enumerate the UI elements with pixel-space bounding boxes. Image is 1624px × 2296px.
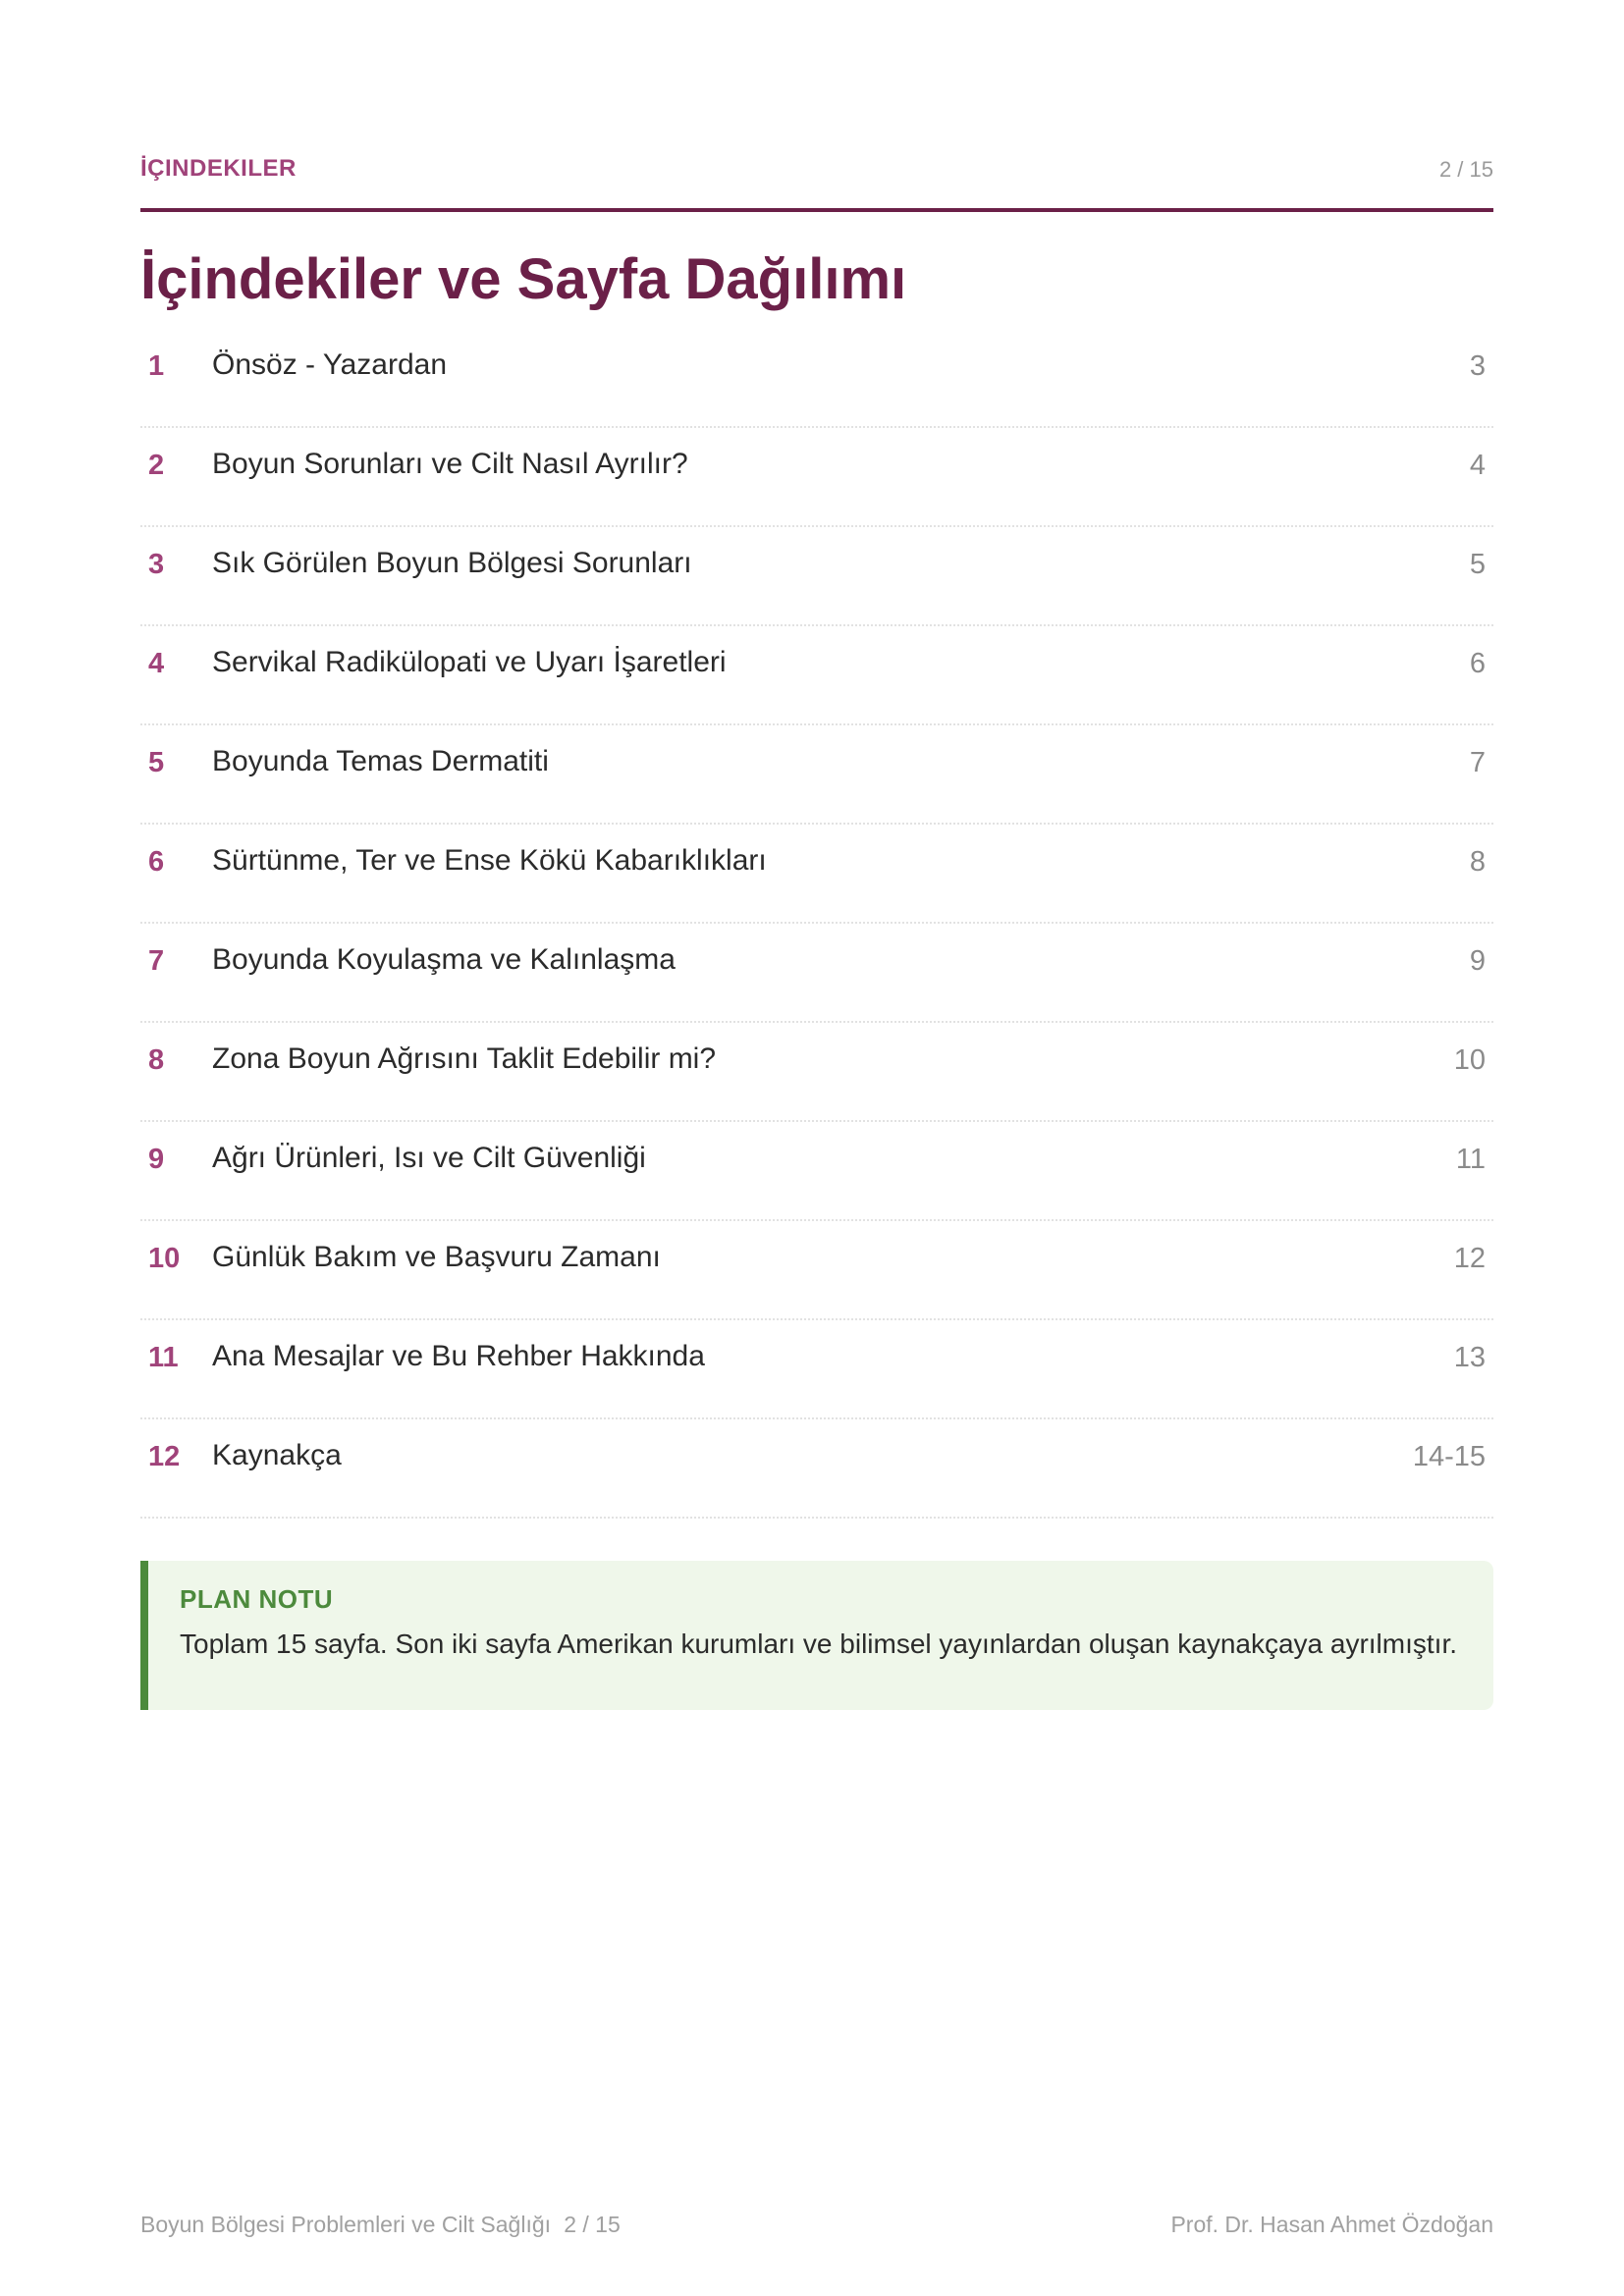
toc-number: 10 xyxy=(148,1243,181,1274)
toc-title: Boyunda Temas Dermatiti xyxy=(212,745,549,777)
toc-title: Zona Boyun Ağrısını Taklit Edebilir mi? xyxy=(212,1042,717,1075)
toc-entry-7[interactable] xyxy=(140,926,1493,1023)
toc-title: Boyun Sorunları ve Cilt Nasıl Ayrılır? xyxy=(212,448,688,480)
table-of-contents xyxy=(140,331,1493,1519)
toc-number: 5 xyxy=(148,747,165,778)
toc-entry-6[interactable] xyxy=(140,827,1493,924)
toc-page-number: 5 xyxy=(1469,549,1486,580)
toc-entry-11[interactable] xyxy=(140,1322,1493,1419)
toc-title: Ana Mesajlar ve Bu Rehber Hakkında xyxy=(212,1340,705,1372)
toc-entry-10[interactable] xyxy=(140,1223,1493,1320)
section-label: İÇINDEKILER xyxy=(140,155,297,182)
toc-entry-8[interactable] xyxy=(140,1025,1493,1122)
toc-page-number: 8 xyxy=(1469,846,1486,878)
toc-entry-2[interactable] xyxy=(140,430,1493,527)
toc-number: 11 xyxy=(148,1342,179,1373)
toc-number: 3 xyxy=(148,549,165,580)
toc-page-number: 9 xyxy=(1469,945,1486,977)
plan-note-title: PLAN NOTU xyxy=(180,1584,334,1614)
toc-number: 8 xyxy=(148,1044,165,1076)
toc-page-number: 3 xyxy=(1469,350,1486,382)
toc-page-number: 7 xyxy=(1469,747,1486,778)
toc-number: 12 xyxy=(148,1441,181,1472)
toc-page-number: 12 xyxy=(1453,1243,1486,1274)
toc-number: 1 xyxy=(148,350,165,382)
toc-entry-12[interactable] xyxy=(140,1421,1493,1519)
document-page xyxy=(140,0,1493,2296)
plan-note-callout xyxy=(140,1561,1493,1710)
toc-page-number: 6 xyxy=(1469,648,1486,679)
toc-title: Ağrı Ürünleri, Isı ve Cilt Güvenliği xyxy=(212,1142,646,1174)
toc-entry-4[interactable] xyxy=(140,628,1493,725)
toc-number: 9 xyxy=(148,1144,165,1175)
toc-title: Kaynakça xyxy=(212,1439,342,1471)
toc-page-number: 4 xyxy=(1469,450,1486,481)
toc-entry-5[interactable] xyxy=(140,727,1493,825)
running-header xyxy=(140,155,1493,212)
plan-note-text: Toplam 15 sayfa. Son iki sayfa Amerikan kurumları ve bilimsel yayınlardan oluşan kaynakçaya ayrılmıştır. xyxy=(180,1629,1458,1659)
footer-page-number: 2 / 15 xyxy=(564,2212,621,2237)
page-title: İçindekiler ve Sayfa Dağılımı xyxy=(140,247,907,311)
toc-number: 4 xyxy=(148,648,165,679)
toc-number: 2 xyxy=(148,450,165,481)
toc-page-number: 13 xyxy=(1453,1342,1486,1373)
footer-document-title: Boyun Bölgesi Problemleri ve Cilt Sağlığı xyxy=(140,2212,552,2237)
toc-page-number: 14-15 xyxy=(1412,1441,1486,1472)
running-footer xyxy=(140,2212,1493,2241)
toc-entry-3[interactable] xyxy=(140,529,1493,626)
toc-title: Servikal Radikülopati ve Uyarı İşaretleri xyxy=(212,646,727,678)
toc-page-number: 11 xyxy=(1455,1144,1486,1175)
toc-title: Boyunda Koyulaşma ve Kalınlaşma xyxy=(212,943,676,976)
toc-number: 7 xyxy=(148,945,165,977)
toc-entry-9[interactable] xyxy=(140,1124,1493,1221)
page-indicator: 2 / 15 xyxy=(1438,157,1493,182)
toc-entry-1[interactable] xyxy=(140,331,1493,428)
toc-title: Önsöz - Yazardan xyxy=(212,348,448,381)
toc-number: 6 xyxy=(148,846,165,878)
footer-author: Prof. Dr. Hasan Ahmet Özdoğan xyxy=(1170,2212,1493,2237)
toc-page-number: 10 xyxy=(1453,1044,1486,1076)
toc-title: Sık Görülen Boyun Bölgesi Sorunları xyxy=(212,547,692,579)
toc-title: Günlük Bakım ve Başvuru Zamanı xyxy=(212,1241,661,1273)
toc-title: Sürtünme, Ter ve Ense Kökü Kabarıklıkları xyxy=(212,844,767,877)
